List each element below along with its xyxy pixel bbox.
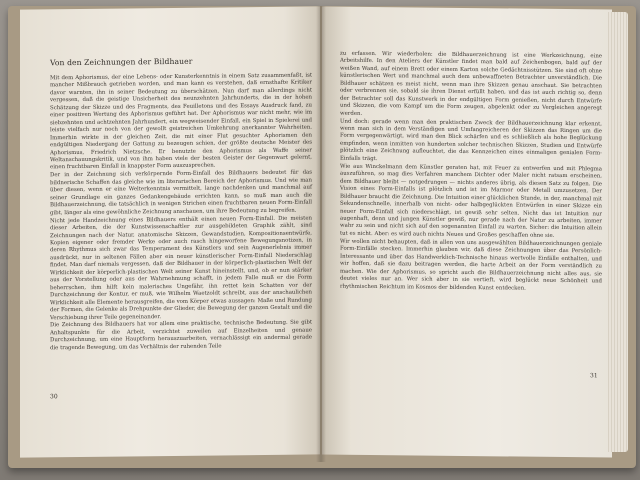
page-number-left: 30	[50, 393, 58, 401]
paragraph: Nicht jede Handzeichnung eines Bildhauers enthält einen neuen Form-Einfall. Die meisten dieser Arbeiten, die der Kunstwissenschaftler zur ausgebildeten Graphik zählt, sind Zeichnungen nach der Natur, anatomische Skizzen, Gewandstudien, Kompositionsentwürfe, Kopien eigener oder fremder Werke oder auch rasch hingeworfene Bewegungsnotizen, in deren Rhythmus sich zwar das Temperament des Künstlers und sein Augenerlebnis immer ausdrückt, nur in seltenen Fällen aber ein neuer künstlerischer Form-Einfall Niederschlag findet. Man darf niemals vergessen, daß der Bildhauer in der körperlich-plastischen Welt der Wirklichkeit der körperlich-plastischen Welt seiner Kunst hineinstellt, und, ob er nun stärker aus der Vorstellung oder aus der Wahrnehmung schafft, in jedem Falle muß er die Form beherrschen, ihm hilft kein malerisches Ungefähr, ihn rettet kein Schatten vor der Durchzeichnung der Kontur, er muß, wie Wilhelm Waetzoldt schreibt, aus der anschaulichen Wirklichkeit alle Elemente herausgreifen, die vom Körper etwas aussagen: Maße und Rundung der Formen, die Gelenke als Drehpunkte der Glieder, die Bewegung der ganzen Gestalt und die Verschiebung ihrer Teile gegeneinander.	[50, 215, 312, 321]
chapter-heading: Von den Zeichnungen der Bildhauer	[50, 56, 193, 68]
right-page	[322, 6, 612, 457]
paragraph: Mit dem Aphorismus, der eine Lebens- oder Kunsterkenntnis in einem Satz zusammenfaßt, ist mancher Mißbrauch getrieben worden, und man kann es verstehen, daß ernsthafte Kritiker davor warnten, ihn in seiner Bedeutung zu überschätzen. Nun darf man allerdings nicht vergessen, daß die geistige Unsicherheit des neunzehnten Jahrhunderts, die in der hohen Schätzung der Skizze und des Fragments, des Feuilletons und des Essays Ausdruck fand, zu einer positiven Wertung des Aphorismus geführt hat. Der Aphorismus war nicht mehr, wie im siebzehnten und achtzehnten Jahrhundert, ein wegweisender Einfall, ein Spiel in Spielerei und leiste vielfach nur noch von der gewollt geistreichen Umkehrung anerkannter Wahrheiten. Immerhin wirkte in der gleichen Zeit, die mit einer Flut gesuchter Aphorismen den endgültigen Niedergang der Gattung zu bezeugen schien, der größte deutsche Meister des Aphorismus, Friedrich Nietzsche. Er benutzte den Aphorismus als Waffe seiner Weltanschauungskritik, und von ihm haben viele der besten Geister der Gegenwart gelernt, einen fruchtbaren Einfall in knappster Form auszusprechen.	[50, 72, 312, 171]
paragraph: Wir wollen nicht behaupten, daß in allen von uns ausgewählten Bildhauerzeichnungen geniale Form-Einfälle stecken. Immerhin glauben wir, daß diese Zeichnungen über das Persönlich-Interessante und über das Handwerklich-Technische hinaus wertvolle Einfälle enthalten, und wir hoffen, daß sie dazu beitragen werden, die harte Arbeit an der Form verständlich zu machen. Wie der Aphorismus, so spricht auch die Bildhauerzeichnung nicht alles aus, sie deutet vieles nur an. Wer sich aber in sie vertieft, wird beglückt neue Schönheit und rhythmischen Reichtum im Kosmos der bildenden Kunst entdecken.	[340, 238, 602, 292]
paragraph: Und doch: gerade wenn man den praktischen Zweck der Bildhauerzeichnung klar erkennt, wenn man sich in dem Verständigen und Umfangreicheren der Skizzen das Ringen um die Form vergegenwärtigt, wird man den Blick schärfen und es schließlich als hohe Beglückung empfinden, wenn inmitten von hunderten solcher technischen Skizzen, Studien und Entwürfe plötzlich eine Zeichnung aufleuchtet, die das Kennzeichen eines einmaligen genialen Form-Einfalls trägt.	[340, 118, 602, 162]
paragraph: zu erfassen. Wir wiederholen: die Bildhauerzeichnung ist eine Werkzeichnung, eine Arbeitshilfe. In den Ateliers der Künstler findet man bald auf Zeichenbogen, bald auf der weißen Wand, auf einem Brett oder einem Karton solche Gedächtnisstützen. Sie sind oft ohne künstlerischen Wert und manchmal auch dem unbewaffneten Betrachter unverständlich. Die Bildhauer schätzen es meist nicht, wenn man ihre Skizzen genau anschaut. Sie betrachten oder verbrennen sie, sobald sie ihren Dienst erfüllt haben, und das ist auch richtig so, denn der Betrachter soll das Kunstwerk in der endgültigen Form genießen, nicht durch Entwürfe und Skizzen, die vom Kampf um die Form zeugen, abgelenkt oder zu Vergleichen angeregt werden.	[340, 50, 602, 117]
paragraph: Wie aus Winckelmann dem Künstler geraten hat, mit Feuer zu entwerfen und mit Phlegma auszuführen, so mag dies Verfahren manchem Dichter oder Maler nicht ratsam erscheinen, dem Bildhauer bleibt — notgedrungen — nichts anderes übrig, als diesen Satz zu folgen. Die Vision eines Form-Einfalls ist plötzlich und ist im Marmor oder Metall umzusetzen. Der Bildhauer braucht die Zeichnung. Die Intuition einer glücklichen Stunde, in der, manchmal mit Sekundenschnelle, innerhalb von nicht- oder halbgeglückten Entwürfen in einer Skizze ein neuer Form-Einfall sich niederschlägt, ist gewiß sehr selten. Nicht das ist Intuition nur augenhaft, denn und jungen Künstler gewiß, nur gerade nach der Natur zu arbeiten, immer wahr zu sein und nicht sich auf den sogenannten Einfall zu warten. Sicher: die Intuition allein tut es nicht. Aber: es wird auch nichts Neues und Großes geschaffen ohne sie.	[340, 163, 602, 239]
paragraph: Der in der Zeichnung sich verkörpernde Form-Einfall des Bildhauers bedeutet für das bildnerische Schaffen das gleiche wie im literarischen Bereich der Aphorismus. Und wie man über diesen, wenn er eine Welterkenntnis vermittelt, lange nachdenken und manchmal auf seiner Grundlage ein ganzes Gedankengebäude errichten kann, so muß man auch die Bildhauerzeichnung, die tatsächlich in wenigen Strichen einen fruchtbaren neuen Form-Einfall gibt, länger als eine gewöhnliche Zeichnung anschauen, um ihre Bedeutung zu begreifen.	[50, 169, 312, 216]
left-page-body	[50, 73, 312, 353]
page-edges	[608, 12, 628, 452]
right-page-body	[340, 51, 602, 294]
page-number-right: 31	[590, 372, 598, 380]
book-gutter	[316, 6, 326, 462]
paragraph: Die Zeichnung des Bildhauers hat vor allem eine praktische, technische Bedeutung. Sie gibt Anhaltspunkte für die Arbeit, verzichtet zuweilen auf Einzelheiten und genaue Durchzeichnung, um eine Hauptform herauszuarbeiten, vernachlässigt ein andermal gerade die tragende Bewegung, um das Verhältnis der ruhenden Teile	[50, 319, 312, 352]
left-page	[20, 6, 320, 457]
